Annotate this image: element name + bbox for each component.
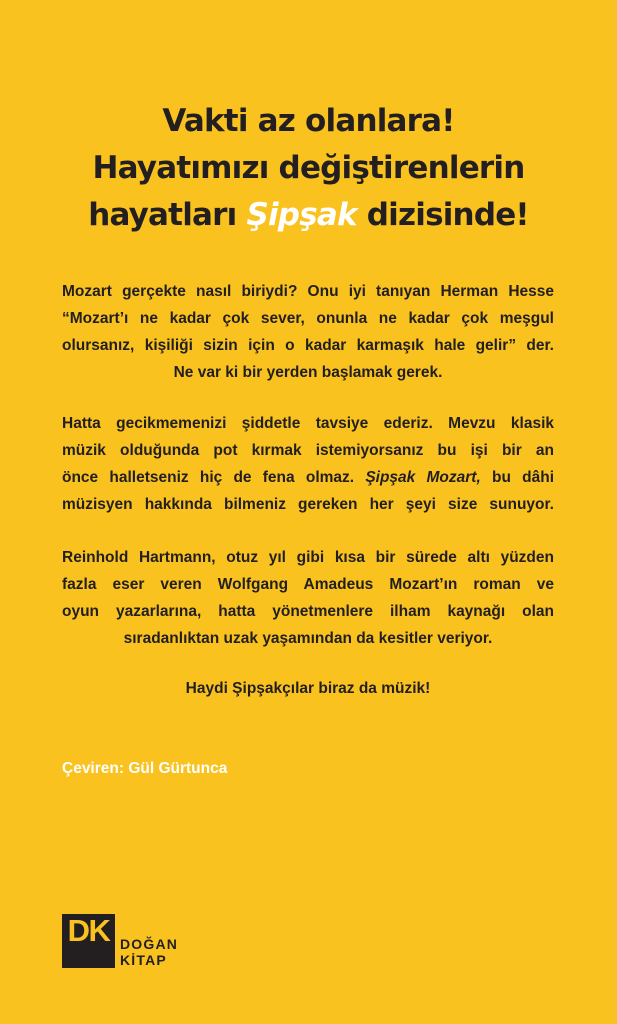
paragraph-line: Ne var ki bir yerden başlamak gerek.: [173, 364, 443, 381]
series-name-accent: Şipşak: [246, 197, 357, 233]
paragraph-line: fazla eser veren Wolfgang Amadeus Mozart’ın roman ve: [62, 576, 554, 593]
paragraph-closing: [62, 675, 554, 702]
headline-line-2: Hayatımızı değiştirenlerin: [92, 150, 525, 186]
paragraph-line: oyun yazarlarına, hatta yönetmenlere ilham kaynağı olan: [62, 603, 554, 620]
paragraph-line: müzik olduğunda pot kırmak istemiyorsanız bu işi bir an: [62, 442, 554, 459]
paragraph-line: olursanız, kişiliği sizin için o kadar karmaşık hale gelir” der.: [62, 337, 554, 354]
paragraph-line-end: bu dâhi: [480, 469, 554, 486]
publisher-name-line-1: DOĞAN: [120, 936, 179, 952]
paragraph-line-start: önce halletseniz hiç de fena olmaz.: [62, 469, 355, 486]
book-title-italic: Şipşak Mozart,: [365, 469, 481, 486]
publisher-logo-mark: DK: [67, 913, 110, 948]
closing-line: Haydi Şipşakçılar biraz da müzik!: [185, 680, 431, 697]
publisher-name-line-2: KİTAP: [120, 952, 167, 968]
translator-credit: Çeviren: Gül Gürtunca: [62, 760, 228, 777]
paragraph-intro: [62, 278, 554, 386]
headline-line-3-start: hayatları: [88, 197, 247, 233]
publisher-name: [120, 936, 178, 968]
paragraph-line: müzisyen hakkında bilmeniz gereken her şeyi size sunuyor.: [62, 496, 554, 513]
publisher-logo-icon: [62, 914, 115, 968]
paragraph-line: [62, 464, 554, 491]
headline: [0, 98, 617, 239]
paragraph-line: “Mozart’ı ne kadar çok sever, onunla ne kadar çok meşgul: [62, 310, 554, 327]
headline-line-3: [0, 192, 617, 239]
paragraph-author: [62, 544, 554, 652]
headline-line-3-end: dizisinde!: [356, 197, 529, 233]
paragraph-line: Reinhold Hartmann, otuz yıl gibi kısa bir sürede altı yüzden: [62, 549, 554, 566]
headline-line-1: Vakti az olanlara!: [162, 103, 455, 139]
paragraph-advice: [62, 410, 554, 518]
paragraph-line: sıradanlıktan uzak yaşamından da kesitler veriyor.: [123, 630, 493, 647]
paragraph-line: Hatta gecikmemenizi şiddetle tavsiye ederiz. Mevzu klasik: [62, 415, 554, 432]
paragraph-line: Mozart gerçekte nasıl biriydi? Onu iyi tanıyan Herman Hesse: [62, 283, 554, 300]
